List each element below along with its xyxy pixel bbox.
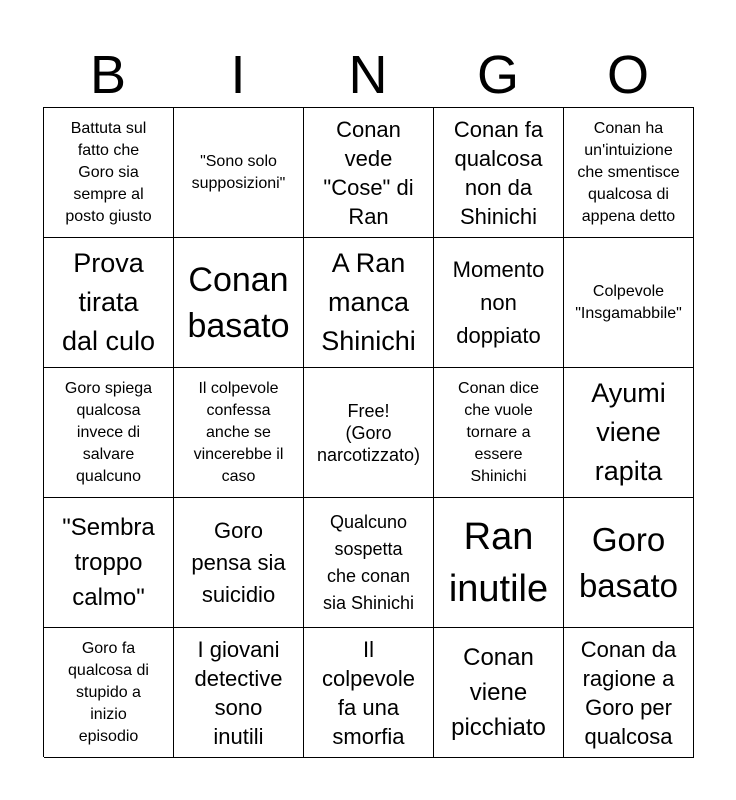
bingo-cell[interactable]: Goro basato — [564, 498, 694, 628]
header-letter-n: N — [348, 45, 388, 105]
bingo-cell[interactable]: Goro fa qualcosa di stupido a inizio episodio — [44, 628, 174, 758]
bingo-cell[interactable]: Conan basato — [174, 238, 304, 368]
bingo-grid — [43, 107, 694, 757]
bingo-cell[interactable]: Qualcuno sospetta che conan sia Shinichi — [304, 498, 434, 628]
bingo-cell[interactable]: I giovani detective sono inutili — [174, 628, 304, 758]
bingo-cell[interactable]: Ayumi viene rapita — [564, 368, 694, 498]
header-letter-g: G — [476, 45, 519, 105]
bingo-cell[interactable]: Il colpevole fa una smorfia — [304, 628, 434, 758]
header-letter-i: I — [230, 45, 246, 105]
bingo-cell[interactable]: Battuta sul fatto che Goro sia sempre al posto giusto — [44, 108, 174, 238]
bingo-cell[interactable]: Free! (Goro narcotizzato) — [304, 368, 434, 498]
bingo-cell[interactable]: Conan vede "Cose" di Ran — [304, 108, 434, 238]
bingo-cell[interactable]: Conan viene picchiato — [434, 628, 564, 758]
header-letter-o: O — [606, 45, 649, 105]
bingo-cell[interactable]: Colpevole "Insgamabbile" — [564, 238, 694, 368]
header-letter-b: B — [89, 45, 127, 105]
bingo-cell[interactable]: Il colpevole confessa anche se vincerebbe il caso — [174, 368, 304, 498]
bingo-cell[interactable]: Conan da ragione a Goro per qualcosa — [564, 628, 694, 758]
bingo-cell[interactable]: "Sembra troppo calmo" — [44, 498, 174, 628]
bingo-cell[interactable]: Conan ha un'intuizione che smentisce qualcosa di appena detto — [564, 108, 694, 238]
bingo-cell[interactable]: Goro spiega qualcosa invece di salvare qualcuno — [44, 368, 174, 498]
bingo-header — [43, 44, 693, 106]
bingo-cell[interactable]: "Sono solo supposizioni" — [174, 108, 304, 238]
bingo-cell[interactable]: Prova tirata dal culo — [44, 238, 174, 368]
bingo-cell[interactable]: Goro pensa sia suicidio — [174, 498, 304, 628]
bingo-cell[interactable]: A Ran manca Shinichi — [304, 238, 434, 368]
bingo-cell[interactable]: Conan dice che vuole tornare a essere Shinichi — [434, 368, 564, 498]
bingo-cell[interactable]: Ran inutile — [434, 498, 564, 628]
bingo-cell[interactable]: Conan fa qualcosa non da Shinichi — [434, 108, 564, 238]
bingo-cell[interactable]: Momento non doppiato — [434, 238, 564, 368]
